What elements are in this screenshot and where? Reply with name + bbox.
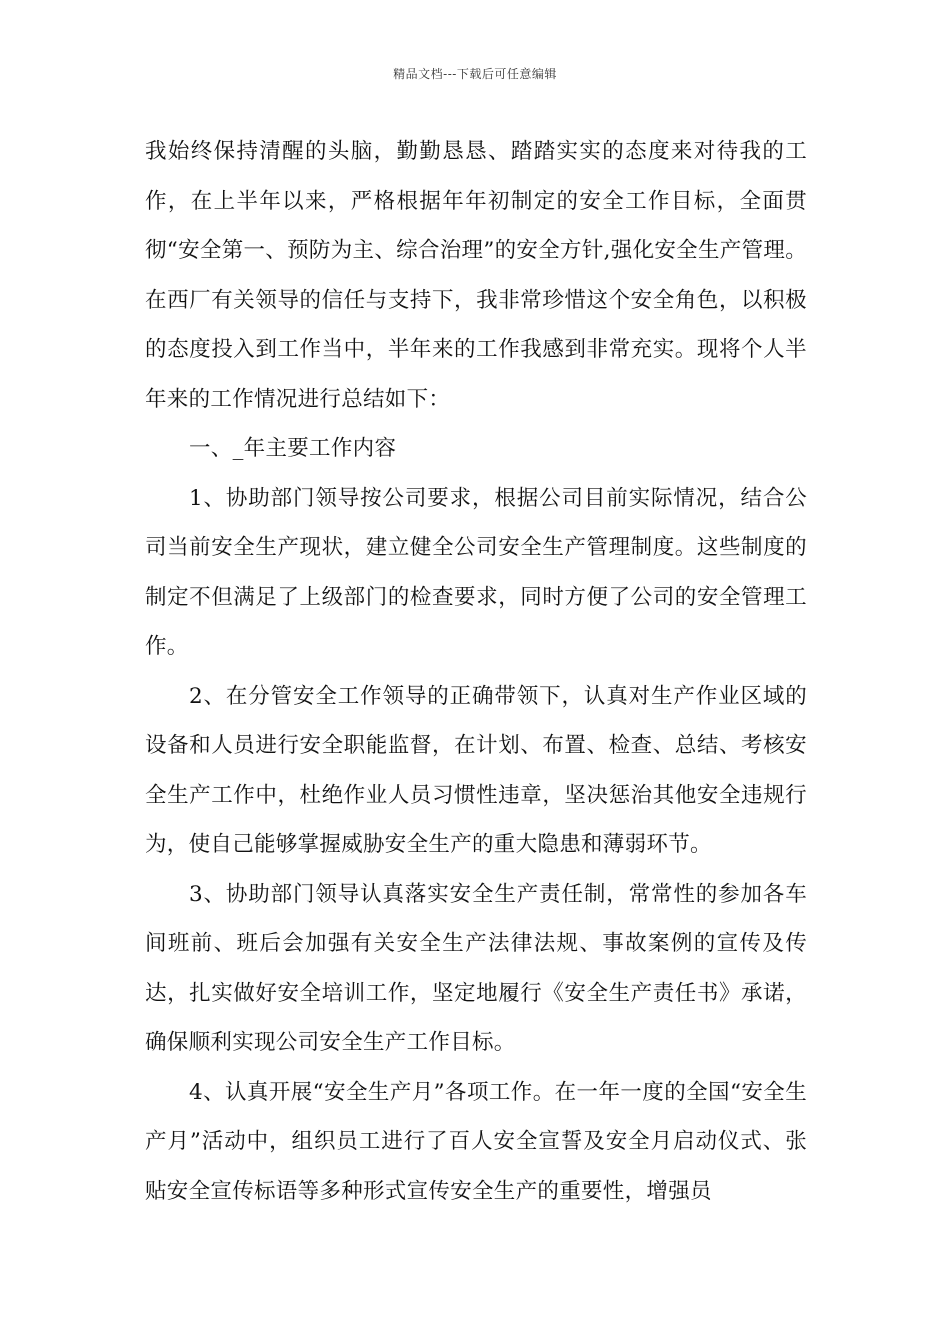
work-item-4: 4、认真开展“安全生产月”各项工作。在一年一度的全国“安全生产月”活动中，组织员工进行了百人安全宣誓及安全月启动仪式、张贴安全宣传标语等多种形式宣传安全生产的重要性，增强员 bbox=[145, 1079, 807, 1204]
section-heading: 一、_年主要工作内容 bbox=[189, 436, 397, 461]
intro-paragraph: 我始终保持清醒的头脑，勤勤恳恳、踏踏实实的态度来对待我的工作，在上半年以来，严格根据年年初制定的安全工作目标，全面贯彻“安全第一、预防为主、综合治理”的安全方针,强化安全生产管理。在西厂有关领导的信任与支持下，我非常珍惜这个安全角色，以积极的态度投入到工作当中，半年来的工作我感到非常充实。现将个人半年来的工作情况进行总结如下： bbox=[145, 139, 807, 412]
work-item-2: 2、在分管安全工作领导的正确带领下，认真对生产作业区域的设备和人员进行安全职能监督，在计划、布置、检查、总结、考核安全生产工作中，杜绝作业人员习惯性违章，坚决惩治其他安全违规行为，使自己能够掌握威胁安全生产的重大隐患和薄弱环节。 bbox=[145, 683, 807, 857]
work-item-3: 3、协助部门领导认真落实安全生产责任制，常常性的参加各车间班前、班后会加强有关安全生产法律法规、事故案例的宣传及传达，扎实做好安全培训工作，坚定地履行《安全生产责任书》承诺，确保顺利实现公司安全生产工作目标。 bbox=[145, 881, 807, 1055]
page-header: 精品文档---下载后可任意编辑 bbox=[393, 67, 557, 81]
work-item-1: 1、协助部门领导按公司要求，根据公司目前实际情况，结合公司当前安全生产现状，建立健全公司安全生产管理制度。这些制度的制定不但满足了上级部门的检查要求，同时方便了公司的安全管理工作。 bbox=[145, 485, 807, 659]
document-body bbox=[145, 127, 807, 1216]
